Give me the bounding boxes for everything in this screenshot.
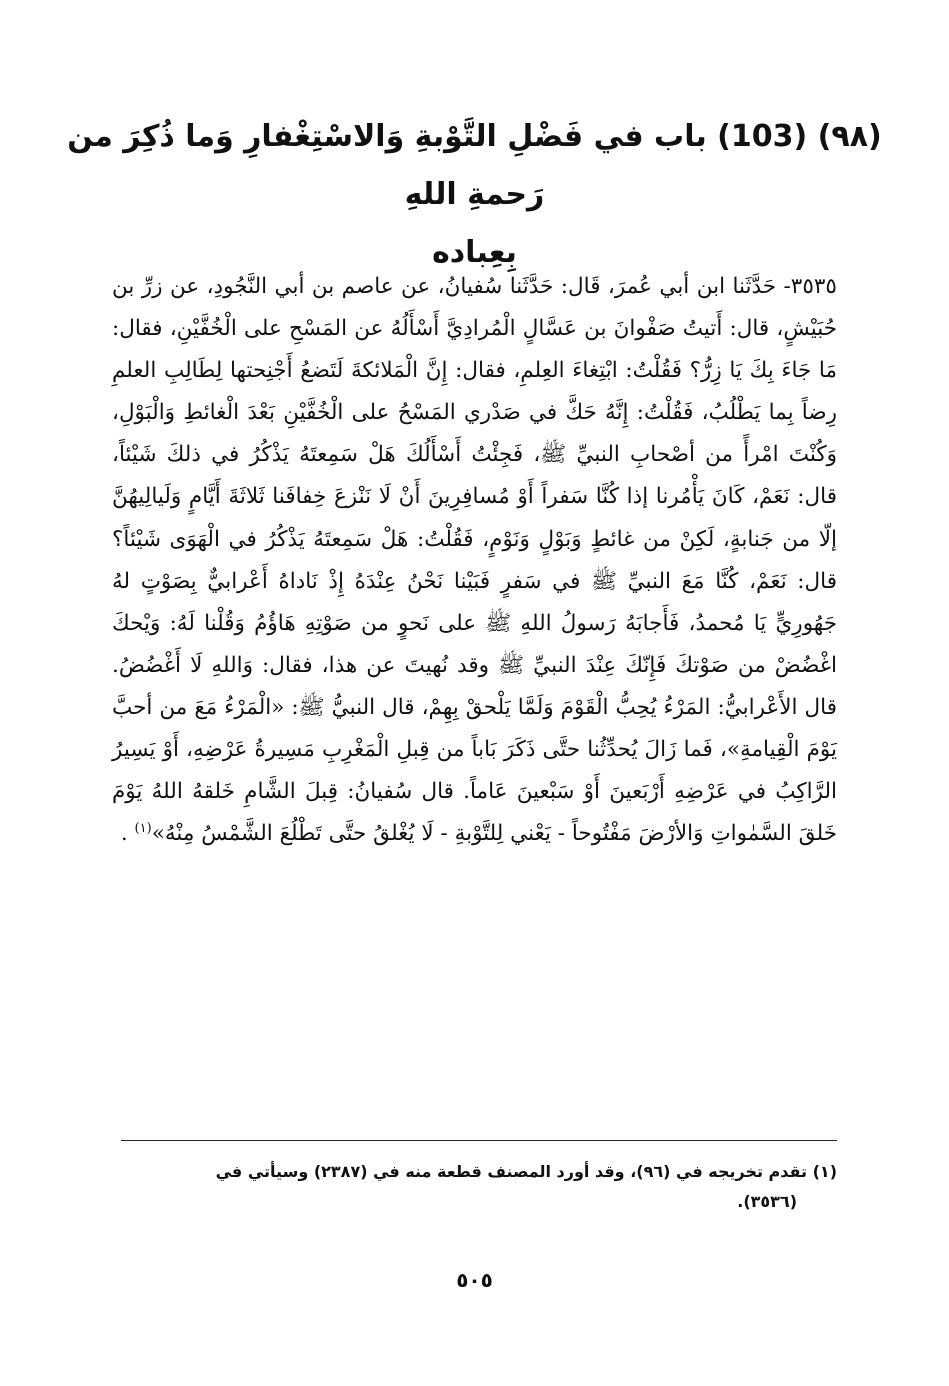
footnote-line2: (٣٥٣٦). <box>737 1192 797 1211</box>
hadith-paragraph <box>112 266 837 855</box>
footnote-divider <box>121 1140 837 1141</box>
chapter-heading-line2: بِعِباده <box>432 235 517 270</box>
chapter-heading-line1: (٩٨) (103) باب في فَضْلِ التَّوْبةِ وَالاسْتِغْفارِ وَما ذُكِرَ من رَحمةِ اللهِ <box>67 119 882 212</box>
page-number: ٥٠٥ <box>456 1268 493 1292</box>
hadith-end-mark: . <box>120 821 128 847</box>
hadith-number: ٣٥٣٥- <box>783 274 837 299</box>
hadith-text: حَدَّثَنا ابن أبي عُمرَ، قَال: حَدَّثَنا سُفيانُ، عن عاصم بن أبي النَّجُودِ، عن زرِّ بن حُبَيْشٍ، قال: أَتيتُ صَفْوانَ بن عَسَّالٍ الْمُرادِيَّ أَسْأَلُهُ عن المَسْحِ على الْخُفَّيْنِ، فقال: مَا جَاءَ بِكَ يَا زِرُّ؟ فَقُلْتُ: ابْتِغاءَ العِلمِ، فقال: إِنَّ الْمَلائكةَ لَتَضعُ أَجْنِحتها لِطَالِبِ العلمِ رِضاً بِما يَطْلُبُ، فَقُلْتُ: إِنَّهُ حَكَّ في صَدْري المَسْحُ على الْخُفَّيْنِ بَعْدَ الْغائطِ وَالْبَوْلِ، وَكُنْتَ امْرأً من أصْحابِ النبيِّ ﷺ، فَجِئْتُ أَسْأَلُكَ هَلْ سَمِعتَهُ يَذْكُرُ في ذلكَ شَيْئاً، قال: نَعَمْ، كَانَ يَأْمُرنا إذا كُنَّا سَفراً أَوْ مُسافِرِينَ أَنْ لَا نَنْزعَ خِفافَنا ثَلاثَةَ أَيَّامٍ وَلَيالِيهُنَّ إلّا من جَنابةٍ، لَكِنْ من غائطٍ وَبَوْلٍ وَنَوْمٍ، فَقُلْتُ: هَلْ سَمِعتَهُ يَذْكُرُ في الْهَوَى شَيْئاً؟ قال: نَعَمْ، كُنَّا مَعَ النبيِّ ﷺ في سَفرٍ فَبَيْنا نَحْنُ عِنْدَهُ إِذْ نَاداهُ أَعْرابيٌّ بِصَوْتٍ لهُ جَهُورِيٍّ يَا مُحمدُ، فَأَجابَهُ رَسولُ اللهِ ﷺ على نَحوٍ من صَوْتِهِ هَاؤُمُ وَقُلْنا لَهُ: وَيْحكَ اغْضُضْ من صَوْتكَ فَإِنّكَ عِنْدَ النبيِّ ﷺ وقد نُهيتَ عن هذا، فقال: وَاللهِ لَا أَغْضُضُ. قال الأَعْرابيُّ: المَرْءُ يُحِبُّ الْقَوْمَ وَلَمَّا يَلْحقْ بِهِمْ، قال النبيُّ ﷺ: «الْمَرْءُ مَعَ من أحبَّ يَوْمَ الْقِيامةِ»، فَما زَالَ يُحدِّثُنا حتَّى ذَكَرَ بَاباً من قِبلِ الْمَغْرِبِ مَسِيرةُ عَرْضِهِ، أَوْ يَسِيرُ الرَّاكِبُ في عَرْضِهِ أَرْبَعينَ أَوْ سَبْعينَ عَاماً. قال سُفيانُ: قِبلَ الشَّامِ خَلقهُ اللهُ يَوْمَ خَلقَ السَّمٰواتِ وَالأرْضَ مَفْتُوحاً - يَعْني لِلتَّوْبةِ - لَا يُغْلقُ حتَّى تَطْلُعَ الشَّمْسُ مِنْهُ» <box>112 274 838 847</box>
chapter-heading <box>60 108 889 282</box>
footnote-line1: (١) تقدم تخريجه في (٩٦)، وقد أورد المصنف قطعة منه في (٢٣٨٧) وسيأتي في <box>215 1162 837 1181</box>
footnote-reference: (١) <box>134 821 152 837</box>
footnotes <box>112 1157 837 1217</box>
